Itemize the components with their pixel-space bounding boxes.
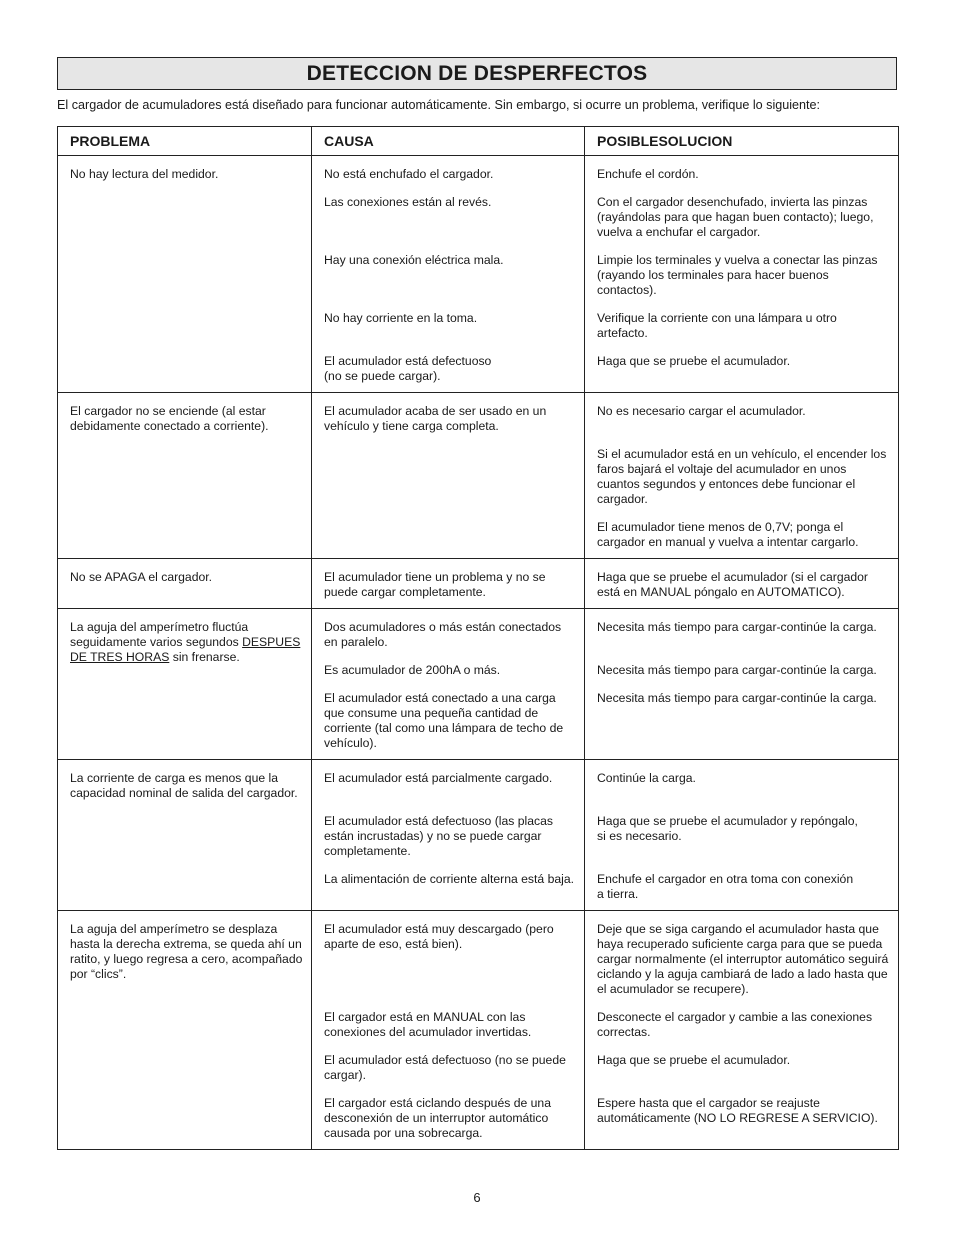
- solution-cell: [585, 760, 899, 911]
- solution-item: Desconecte el cargador y cambie a las conexiones correctas.: [597, 1010, 873, 1039]
- solution-item: Haga que se pruebe el acumulador.: [597, 1053, 791, 1067]
- cause-cell: [312, 911, 585, 1150]
- solution-item: Continúe la carga.: [597, 771, 696, 785]
- solution-item: Haga que se pruebe el acumulador (si el cargador está en MANUAL póngalo en AUTOMATICO).: [597, 570, 868, 599]
- solution-item: Necesita más tiempo para cargar-continúe la carga.: [597, 663, 877, 677]
- solution-item: Enchufe el cargador en otra toma con conexión a tierra.: [597, 872, 854, 901]
- cause-cell: [312, 559, 585, 609]
- solution-cell: [585, 911, 899, 1150]
- page-title: DETECCION DE DESPERFECTOS: [306, 61, 648, 85]
- solution-item: Necesita más tiempo para cargar-continúe la carga.: [597, 620, 877, 634]
- solution-cell: [585, 393, 899, 559]
- problem-cell: [58, 760, 312, 911]
- page-number: 6: [473, 1190, 481, 1205]
- solution-item: Necesita más tiempo para cargar-continúe la carga.: [597, 691, 877, 705]
- problem-text: [70, 620, 303, 665]
- problem-cell: [58, 559, 312, 609]
- cause-cell: [312, 760, 585, 911]
- problem-text-part: sin frenarse.: [172, 650, 240, 664]
- solution-cell: [585, 559, 899, 609]
- problem-text: El cargador no se enciende (al estar debidamente conectado a corriente).: [70, 404, 269, 433]
- table-row: [58, 559, 899, 609]
- cause-cell: [312, 609, 585, 760]
- cause-item: No está enchufado el cargador.: [324, 167, 494, 181]
- solution-item: No es necesario cargar el acumulador.: [597, 404, 806, 418]
- cause-item: El cargador está ciclando después de una desconexión de un interruptor automático causada por una sobrecarga.: [324, 1096, 551, 1140]
- solution-item: Haga que se pruebe el acumulador.: [597, 354, 791, 368]
- cause-item: El acumulador está muy descargado (pero aparte de eso, está bien).: [324, 922, 554, 951]
- solution-item: Limpie los terminales y vuelva a conectar las pinzas (rayando los terminales para hacer buenos contactos).: [597, 253, 878, 297]
- problem-text: La corriente de carga es menos que la capacidad nominal de salida del cargador.: [70, 771, 298, 800]
- problem-cell: [58, 156, 312, 393]
- cause-item: El acumulador tiene un problema y no se puede cargar completamente.: [324, 570, 546, 599]
- problem-cell: [58, 911, 312, 1150]
- cause-item: La alimentación de corriente alterna está baja.: [324, 872, 574, 886]
- problem-cell: [58, 609, 312, 760]
- problem-text: La aguja del amperímetro se desplaza hasta la derecha extrema, se queda ahí un ratito, y luego regresa a cero, acompañado por “clics”.: [70, 922, 303, 981]
- cause-item: El acumulador está defectuoso (no se puede cargar).: [324, 1053, 566, 1082]
- header-solucion: POSIBLESOLUCION: [585, 127, 899, 156]
- title-box: [57, 57, 897, 90]
- solution-item: Verifique la corriente con una lámpara u otro artefacto.: [597, 311, 837, 340]
- solution-item: Si el acumulador está en un vehículo, el encender los faros bajará el voltaje del acumulador en unos cuantos segundos y entonces debe funcionar el cargador.: [597, 447, 887, 506]
- cause-cell: [312, 393, 585, 559]
- cause-item: El acumulador está defectuoso (las placas están incrustadas) y no se puede cargar completamente.: [324, 814, 553, 858]
- cause-item: El acumulador acaba de ser usado en un vehículo y tiene carga completa.: [324, 404, 547, 433]
- table-row: [58, 911, 899, 1150]
- cause-item: Dos acumuladores o más están conectados en paralelo.: [324, 620, 562, 649]
- solution-item: Deje que se siga cargando el acumulador hasta que haya recuperado suficiente carga para que se pueda cargar normalmente (el interruptor automático seguirá ciclando y la aguja cambiará de lado a lado hasta que el acumulador se recupere).: [597, 922, 889, 996]
- solution-cell: [585, 609, 899, 760]
- header-problema: PROBLEMA: [58, 127, 312, 156]
- problem-text-part: La aguja del amperímetro fluctúa seguidamente varios segundos: [70, 620, 249, 649]
- table-header-row: [58, 127, 899, 156]
- problem-text-underlined: DESPUES DE TRES HORAS: [70, 635, 301, 664]
- solution-item: Haga que se pruebe el acumulador y repóngalo, si es necesario.: [597, 814, 858, 843]
- cause-item: El acumulador está parcialmente cargado.: [324, 771, 553, 785]
- table-row: [58, 156, 899, 393]
- solution-item: Espere hasta que el cargador se reajuste automáticamente (NO LO REGRESE A SERVICIO).: [597, 1096, 878, 1125]
- troubleshooting-table: [57, 126, 899, 1150]
- cause-item: Las conexiones están al revés.: [324, 195, 492, 209]
- table-row: [58, 393, 899, 559]
- problem-text: No se APAGA el cargador.: [70, 570, 213, 584]
- cause-item: El cargador está en MANUAL con las conexiones del acumulador invertidas.: [324, 1010, 532, 1039]
- cause-item: Es acumulador de 200hA o más.: [324, 663, 501, 677]
- problem-cell: [58, 393, 312, 559]
- table-row: [58, 760, 899, 911]
- cause-item: El acumulador está conectado a una carga que consume una pequeña cantidad de corriente (tal como una lámpara de techo de vehículo).: [324, 691, 564, 750]
- problem-text: No hay lectura del medidor.: [70, 167, 219, 181]
- solution-item: Enchufe el cordón.: [597, 167, 699, 181]
- solution-item: Con el cargador desenchufado, invierta las pinzas (rayándolas para que hagan buen contacto); luego, vuelva a enchufar el cargador.: [597, 195, 874, 239]
- intro-text: El cargador de acumuladores está diseñado para funcionar automáticamente. Sin embargo, si ocurre un problema, verifique lo siguiente:: [57, 98, 821, 112]
- cause-cell: [312, 156, 585, 393]
- cause-item: Hay una conexión eléctrica mala.: [324, 253, 504, 267]
- table-row: [58, 609, 899, 760]
- cause-item: No hay corriente en la toma.: [324, 311, 478, 325]
- cause-item: El acumulador está defectuoso (no se puede cargar).: [324, 354, 492, 383]
- header-causa: CAUSA: [312, 127, 585, 156]
- solution-item: El acumulador tiene menos de 0,7V; ponga el cargador en manual y vuelva a intentar cargarlo.: [597, 520, 859, 549]
- solution-cell: [585, 156, 899, 393]
